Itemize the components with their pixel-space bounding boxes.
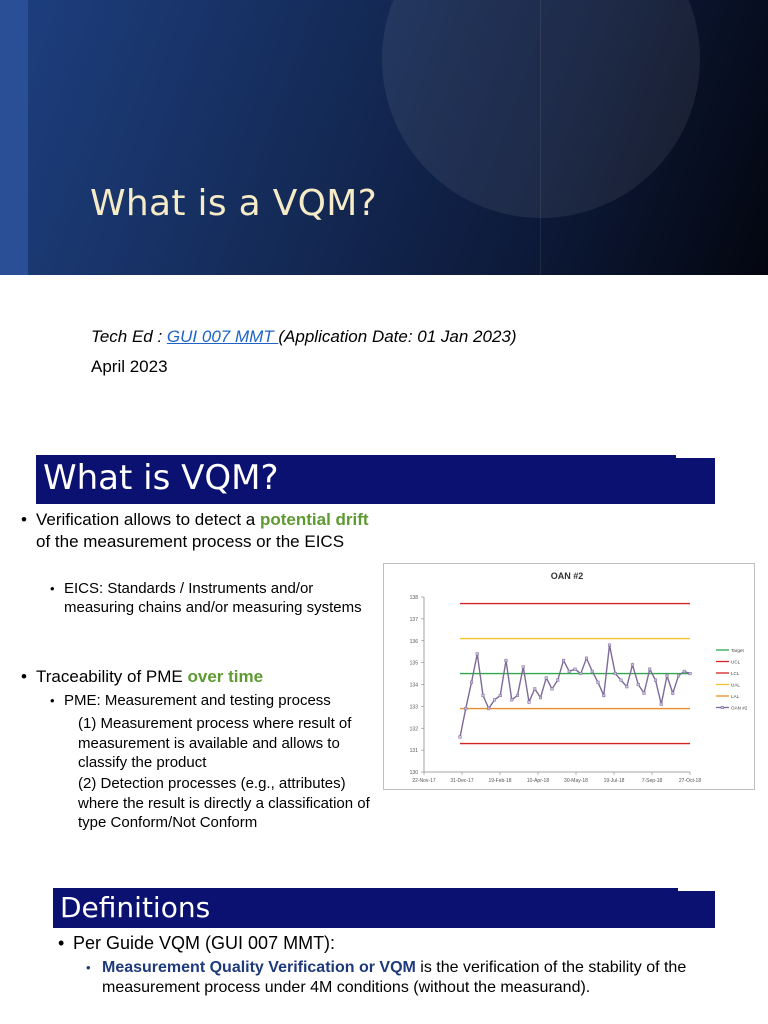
banner-decorative-circle xyxy=(382,0,700,218)
sub-bullet-eics xyxy=(50,579,364,617)
legend-label: Target xyxy=(731,647,744,653)
data-point xyxy=(568,670,571,673)
data-point xyxy=(470,681,473,684)
data-point xyxy=(648,668,651,671)
bullet-traceability xyxy=(21,666,376,688)
data-point xyxy=(493,699,496,702)
data-point xyxy=(666,674,669,677)
y-tick-label: 133 xyxy=(409,704,418,711)
chart-title: OAN #2 xyxy=(550,571,584,581)
y-tick-label: 131 xyxy=(409,748,418,755)
bullet-dot: • xyxy=(58,933,65,953)
bullet-text: Per Guide VQM (GUI 007 MMT): xyxy=(73,933,336,953)
x-tick-label: 19-Jul-18 xyxy=(603,778,625,784)
data-point xyxy=(487,707,490,710)
data-point xyxy=(637,683,640,686)
y-tick-label: 138 xyxy=(409,595,418,601)
sub-bullet-text: EICS: Standards / Instruments and/or measuring chains and/or measuring systems xyxy=(64,580,362,616)
data-point xyxy=(551,688,554,691)
x-tick-label: 31-Dec-17 xyxy=(450,778,474,784)
legend-label: UAL xyxy=(731,682,740,688)
highlight-over-time: over time xyxy=(187,667,264,686)
bullet-dot: • xyxy=(86,960,91,975)
x-tick-label: 19-Feb-18 xyxy=(488,778,512,784)
data-point xyxy=(482,694,485,697)
data-point xyxy=(671,692,674,695)
x-tick-label: 10-Apr-18 xyxy=(526,778,550,784)
series-line-oan-2 xyxy=(460,645,690,737)
data-point xyxy=(510,699,513,702)
data-point xyxy=(459,736,462,739)
vqm-term: Measurement Quality Verification or VQM xyxy=(102,959,416,976)
tech-ed-reference xyxy=(91,327,517,347)
data-point xyxy=(620,679,623,682)
data-point xyxy=(602,694,605,697)
data-point xyxy=(614,672,617,675)
legend-label: OAN #2 xyxy=(731,705,748,711)
data-point xyxy=(625,685,628,688)
y-tick-label: 135 xyxy=(409,660,418,667)
data-point xyxy=(574,668,577,671)
header-bar-cap xyxy=(678,888,715,891)
data-point xyxy=(591,670,594,673)
title-banner xyxy=(0,0,768,275)
vqm-definition-text: is the verification of the stability of the measurement process under 4M conditions (without the measurand). xyxy=(102,959,687,996)
data-point xyxy=(585,657,588,660)
data-point xyxy=(631,664,634,667)
data-point xyxy=(499,694,502,697)
bullet-text: Traceability of PME xyxy=(36,667,188,686)
data-point xyxy=(689,672,692,675)
data-point xyxy=(660,703,663,706)
legend-label: UCL xyxy=(731,659,741,665)
y-tick-label: 134 xyxy=(409,682,418,689)
data-point xyxy=(683,670,686,673)
detection-process-definition: (2) Detection processes (e.g., attributes) where the result is directly a classification of type Conform/Not Conform xyxy=(78,775,370,831)
data-point xyxy=(677,674,680,677)
y-tick-label: 136 xyxy=(409,638,418,645)
data-point xyxy=(533,688,536,691)
data-point xyxy=(545,677,548,680)
x-tick-label: 27-Oct-18 xyxy=(678,778,702,784)
data-point xyxy=(562,659,565,662)
x-tick-label: 22-Nov-17 xyxy=(412,778,436,784)
gui-007-mmt-link[interactable]: GUI 007 MMT xyxy=(166,327,279,346)
x-tick-label: 30-May-18 xyxy=(564,778,588,784)
section-title-what-is-vqm: What is VQM? xyxy=(43,458,279,498)
section-title-definitions: Definitions xyxy=(60,891,211,924)
legend-marker xyxy=(721,706,724,709)
slide-title: What is a VQM? xyxy=(90,183,378,224)
bullet-text: Verification allows to detect a xyxy=(36,510,260,529)
legend-label: LCL xyxy=(731,670,740,676)
y-tick-label: 130 xyxy=(409,770,418,776)
data-point xyxy=(505,659,508,662)
data-point xyxy=(654,679,657,682)
legend-label: LAL xyxy=(731,693,740,699)
x-tick-label: 7-Sep-18 xyxy=(641,778,663,784)
section-header-bar xyxy=(36,455,715,504)
sub-bullet-text: PME: Measurement and testing process xyxy=(64,692,331,709)
data-point xyxy=(528,701,531,704)
data-point xyxy=(608,644,611,647)
bullet-dot: • xyxy=(21,667,27,686)
banner-divider xyxy=(540,0,541,275)
measurement-process-definition: (1) Measurement process where result of measurement is available and allows to classify the product xyxy=(78,715,352,771)
data-point xyxy=(643,692,646,695)
data-point xyxy=(579,672,582,675)
oan-control-chart xyxy=(383,563,755,790)
bullet-per-guide xyxy=(58,932,713,954)
tech-ed-prefix: Tech Ed : xyxy=(91,327,167,346)
data-point xyxy=(476,653,479,656)
bullet-dot: • xyxy=(50,693,55,708)
data-point xyxy=(522,666,525,669)
data-point xyxy=(516,694,519,697)
y-tick-label: 137 xyxy=(409,616,418,623)
data-point xyxy=(597,681,600,684)
bullet-dot: • xyxy=(21,510,27,529)
presentation-date: April 2023 xyxy=(91,357,168,376)
sub-bullet-pme xyxy=(50,691,374,710)
chart-canvas xyxy=(384,564,754,789)
banner-accent-stripe xyxy=(0,0,28,275)
data-point xyxy=(556,679,559,682)
data-point xyxy=(539,696,542,699)
application-date: (Application Date: 01 Jan 2023) xyxy=(278,327,517,346)
highlight-potential-drift: potential drift xyxy=(259,510,369,529)
bullet-verification xyxy=(21,509,386,553)
y-tick-label: 132 xyxy=(409,726,418,733)
bullet-dot: • xyxy=(50,581,55,596)
definitions-header-bar xyxy=(53,888,715,928)
data-point xyxy=(464,707,467,710)
sub-bullet-vqm-definition xyxy=(86,958,707,998)
bullet-text: of the measurement process or the EICS xyxy=(36,532,345,551)
header-bar-cap xyxy=(676,455,715,458)
